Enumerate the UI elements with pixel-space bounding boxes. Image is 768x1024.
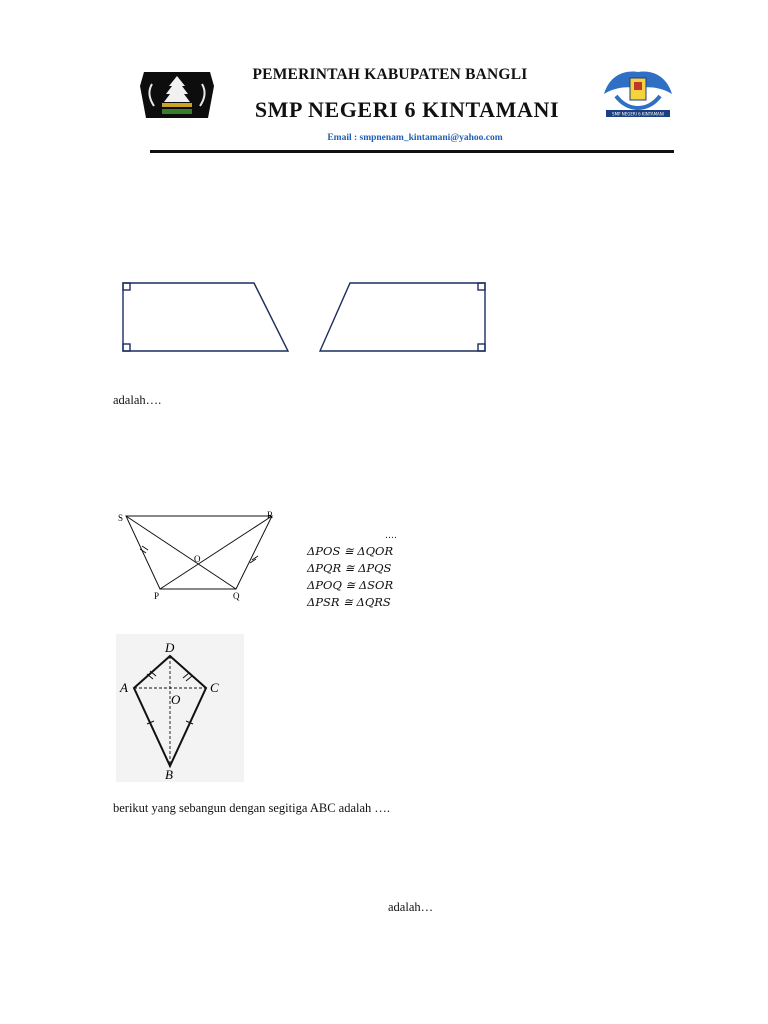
school-logo — [596, 64, 680, 120]
kite-label-c: C — [210, 680, 219, 695]
vertex-label-q: Q — [233, 591, 240, 601]
question-1-tail: adalah…. — [113, 393, 162, 407]
congruence-options — [307, 529, 397, 611]
kite-label-a: A — [120, 680, 128, 695]
logo-banner-text: SMP NEGERI 6 KINTAMANI — [612, 111, 664, 117]
header-divider — [150, 150, 674, 153]
option-3: ΔPOQ ≅ ΔSOR — [307, 578, 394, 592]
school-email: Email : smpnenam_kintamani@yahoo.com — [327, 133, 503, 143]
right-trapezoid-left — [123, 283, 288, 351]
school-name: SMP NEGERI 6 KINTAMANI — [254, 97, 560, 122]
isosceles-trapezoid-figure — [112, 506, 288, 606]
right-trapezoid-right — [320, 283, 485, 351]
kite-label-o: O — [171, 692, 181, 707]
option-2: ΔPQR ≅ ΔPQS — [307, 561, 392, 575]
vertex-label-s: S — [118, 513, 124, 523]
options-ellipsis: …. — [385, 531, 397, 541]
kabupaten-bangli-logo — [138, 66, 216, 122]
kite-label-d: D — [165, 640, 175, 655]
kite-label-b: B — [165, 767, 173, 782]
question-3-tail: berikut yang sebangun dengan segitiga ABC adalah …. — [113, 801, 391, 815]
option-4: ΔPSR ≅ ΔQRS — [307, 595, 391, 609]
option-1: ΔPOS ≅ ΔQOR — [307, 544, 394, 558]
right-trapezoid-figures — [116, 278, 496, 358]
government-name: PEMERINTAH KABUPATEN BANGLI — [252, 66, 528, 83]
question-4-tail: adalah… — [388, 900, 434, 914]
vertex-label-p: P — [154, 591, 160, 601]
kite-figure — [116, 634, 244, 782]
vertex-label-r: R — [267, 510, 274, 520]
center-label-o: O — [194, 554, 201, 564]
